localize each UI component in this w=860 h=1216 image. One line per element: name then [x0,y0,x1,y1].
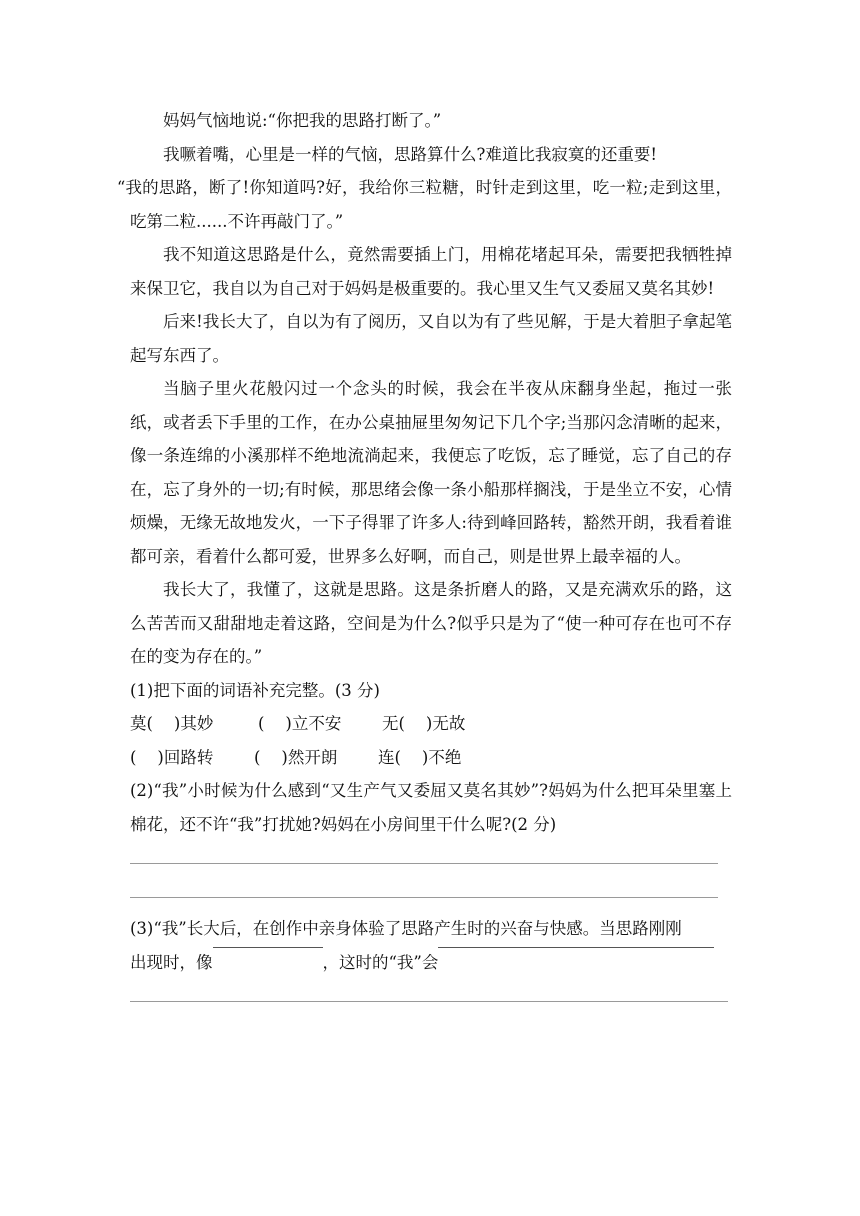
passage-paragraph-2: 我噘着嘴，心里是一样的气恼，思路算什么?难道比我寂寞的还重要! [163,144,657,164]
question-2-prompt: (2)“我”小时候为什么感到“又生产气又委屈又莫名其妙”?妈妈为什么把耳朵里塞上棉花，还不许“我”打扰她?妈妈在小房间里干什么呢?(2 分) [130,781,732,834]
answer-blank[interactable] [438,946,714,948]
passage-paragraph-3: “我的思路，断了!你知道吗?好，我给你三粒糖，时针走到这里，吃一粒;走到这里，吃第二粒......不许再敲门了。” [116,178,732,231]
idiom-blank-item[interactable]: 莫( )其妙 [130,714,214,733]
passage-paragraph-6: 当脑子里火花般闪过一个念头的时候，我会在半夜从床翻身坐起，拖过一张纸，或者丢下手里的工作，在办公桌抽屉里匆匆记下几个字;当那闪念清晰的起来，像一条连绵的小溪那样不绝地流淌起来，我便忘了吃饭，忘了睡觉，忘了自己的存在，忘了身外的一切;有时候，那思绪会像一条小船那样搁浅，于是坐立不安，心情烦燥，无缘无故地发火，一下子得罪了许多人:待到峰回路转，豁然开朗，我看着谁都可亲，看着什么都可爱，世界多么好啊，而自己，则是世界上最幸福的人。 [130,379,732,566]
question-3-line-1: (3)“我”长大后，在创作中亲身体验了思路产生时的兴奋与快感。当思路刚刚 [130,919,682,938]
idiom-blank-item[interactable]: ( )然开朗 [254,747,338,767]
idiom-blank-item[interactable]: ( )回路转 [130,747,214,767]
question-1-row-1 [130,707,732,741]
question-1-row-2 [130,741,732,775]
idiom-blank-item[interactable]: 连( )不绝 [378,747,462,767]
reading-passage [116,104,732,1002]
question-1-prompt: (1)把下面的词语补充完整。(3 分) [130,680,380,700]
answer-blank[interactable] [213,946,323,948]
passage-paragraph-4: 我不知道这思路是什么，竟然需要插上门，用棉花堵起耳朵，需要把我牺牲掉来保卫它，我自以为自己对于妈妈是极重要的。我心里又生气又委屈又莫名其妙! [130,245,732,298]
passage-paragraph-5: 后来!我长大了，自以为有了阅历，又自以为有了些见解，于是大着胆子拿起笔起写东西了。 [130,312,732,365]
idiom-blank-item[interactable]: ( )立不安 [258,714,342,733]
question-3-text: 出现时，像 [130,952,213,972]
idiom-blank-item[interactable]: 无( )无故 [382,714,466,733]
answer-line[interactable] [130,1001,728,1002]
passage-paragraph-1: 妈妈气恼地说:“你把我的思路打断了。” [163,111,442,130]
passage-paragraph-7: 我长大了，我懂了，这就是思路。这是条折磨人的路，又是充满欢乐的路，这么苦苦而又甜甜地走着这路，空间是为什么?似乎只是为了“使一种可存在也可不存在的变为存在的。” [130,580,732,666]
question-3-line-2 [130,946,732,980]
question-3-text: ，这时的“我”会 [322,952,439,972]
